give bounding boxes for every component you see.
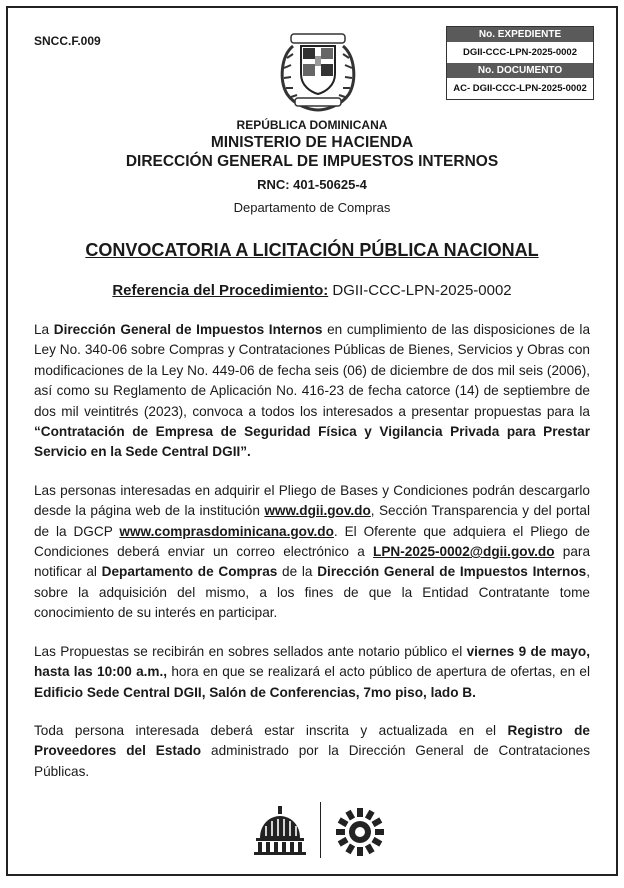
country-name: REPÚBLICA DOMINICANA [236, 118, 388, 132]
paragraph-registry [34, 721, 590, 782]
rnc-number: RNC: 401-50625-4 [257, 177, 367, 192]
notice-page [6, 6, 618, 876]
p2-department: Departamento de Compras [101, 564, 278, 580]
paragraph-intro [34, 320, 590, 463]
institution-header [8, 118, 616, 218]
p1-contract-title: “Contratación de Empresa de Seguridad Física y Vigilancia Privada para Prestar Servicio en la Sede Central DGII”. [34, 424, 590, 460]
sun-logo-icon [334, 806, 386, 858]
ministry-name: MINISTERIO DE HACIENDA [210, 134, 414, 151]
p1-entity: Dirección General de Impuestos Internos [53, 322, 323, 337]
p2-entity: Dirección General de Impuestos Internos [317, 564, 587, 580]
expediente-value: DGII-CCC-LPN-2025-0002 [462, 47, 578, 58]
document-value: AC- DGII-CCC-LPN-2025-0002 [453, 83, 587, 94]
directorate-name: DIRECCIÓN GENERAL DE IMPUESTOS INTERNOS [125, 153, 499, 170]
document-label: No. DOCUMENTO [447, 63, 593, 78]
coat-of-arms-icon [273, 28, 363, 114]
p3-text-a: Las Propuestas se recibirán en sobres sellados ante notario público el [34, 643, 467, 659]
page-title: CONVOCATORIA A LICITACIÓN PÚBLICA NACIONAL [85, 240, 539, 260]
p2-text-c: . El Oferente que adquiera el Pliego de Condiciones deberá enviar un correo electrónico a [34, 523, 590, 560]
notice-body [34, 320, 590, 800]
p2-text-h: , sobre la adquisición del mismo, a los fines de que la Entidad Contratante tome conocimiento de su interés en participar. [34, 564, 591, 621]
government-dome-icon [252, 806, 308, 856]
dgii-website-link[interactable]: www.dgii.gov.do [264, 503, 371, 519]
department-name: Departamento de Compras [233, 200, 391, 215]
p2-text-f: de la [277, 564, 318, 580]
reference-value: DGII-CCC-LPN-2025-0002 [328, 282, 512, 299]
expediente-box [446, 26, 594, 100]
footer-divider [320, 802, 321, 858]
p3-location: Edificio Sede Central DGII, Salón de Conferencias, 7mo piso, lado B. [34, 684, 476, 700]
p4-text-a: Toda persona interesada deberá estar inscrita y actualizada en el [34, 722, 508, 738]
p3-deadline: viernes 9 de mayo, hasta las 10:00 a.m., [34, 643, 590, 680]
p1-text-c: en cumplimiento de las disposiciones de la Ley No. 340-06 sobre Compras y Contrataciones Públicas de Bienes, Servicios y Obras con modificaciones de la Ley No. 449-06 de fecha seis (06) de diciembre de dos mil seis (2006), así como su Reglamento de Aplicación No. 416-23 de fecha catorce (14) de septiembre de dos mil veintitrés (2023), convoca a todos los interesados a presentar propuestas para la [34, 322, 591, 419]
p2-text-a: Las personas interesadas en adquirir el Pliego de Bases y Condiciones podrán descargarlo desde la página web de la institución [34, 482, 590, 519]
footer-logos [8, 798, 616, 858]
reference-label: Referencia del Procedimiento: [112, 282, 329, 299]
procedure-reference [8, 282, 616, 299]
paragraph-download [34, 481, 590, 624]
paragraph-submission [34, 642, 590, 703]
form-code: SNCC.F.009 [34, 34, 101, 48]
p2-text-d: para notificar al [34, 544, 590, 580]
p2-text-b: , Sección Transparencia y del portal de la DGCP [34, 503, 591, 539]
p4-text-c: administrado por la Dirección General de Contrataciones Públicas. [34, 743, 590, 779]
expediente-label: No. EXPEDIENTE [447, 27, 593, 42]
p1-text-a: La [34, 322, 54, 337]
dgcp-portal-link[interactable]: www.comprasdominicana.gov.do [119, 523, 334, 539]
p4-registry: Registro de Proveedores del Estado [34, 722, 590, 759]
p3-text-c: hora en que se realizará el acto público de apertura de ofertas, en el [167, 664, 591, 680]
contact-email-link[interactable]: LPN-2025-0002@dgii.gov.do [373, 544, 555, 560]
